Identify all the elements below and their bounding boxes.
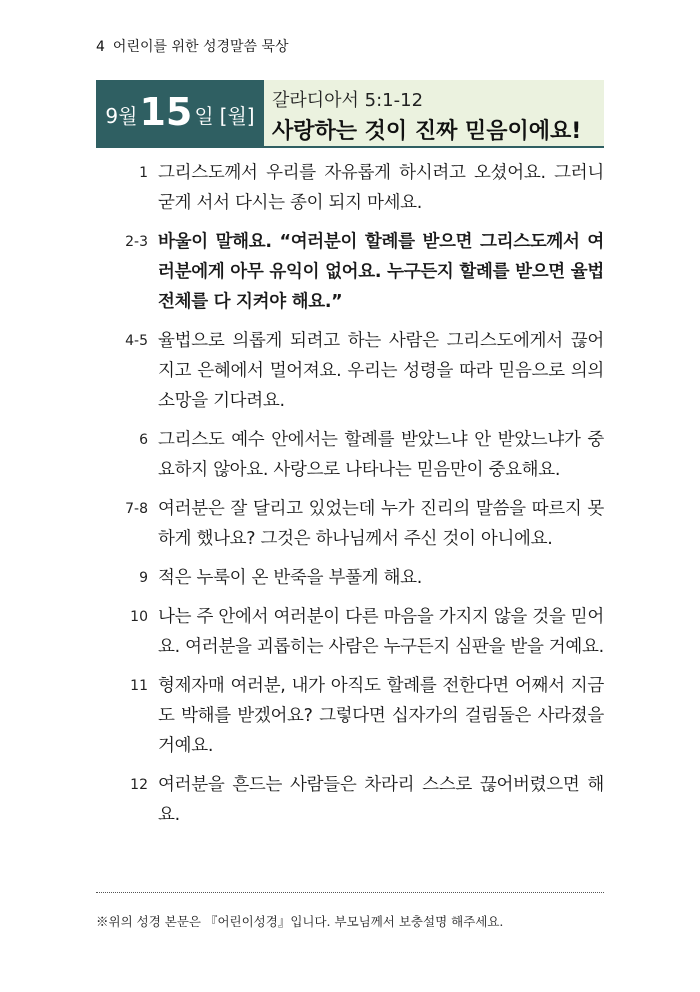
verse-item (96, 671, 604, 761)
verse-text: 그리스도께서 우리를 자유롭게 하시려고 오셨어요. 그러니 굳게 서서 다시는 종이 되지 마세요. (158, 163, 604, 213)
verse-item (96, 227, 604, 317)
verse-number: 1 (139, 165, 148, 181)
devotion-banner (96, 80, 604, 148)
verse-text: 나는 주 안에서 여러분이 다른 마음을 가지지 않을 것을 믿어요. 여러분을 괴롭히는 사람은 누구든지 심판을 받을 거예요. (158, 607, 604, 657)
verse-number: 11 (130, 678, 148, 694)
day-number: 15 (139, 90, 193, 134)
verse-number: 7-8 (125, 501, 148, 517)
verse-list (96, 158, 604, 839)
verse-text: 적은 누룩이 온 반죽을 부풀게 해요. (158, 568, 423, 588)
running-header (96, 36, 289, 56)
verse-text: 형제자매 여러분, 내가 아직도 할례를 전한다면 어째서 지금도 박해를 받겠어요? 그렇다면 십자가의 걸림돌은 사라졌을 거예요. (158, 676, 604, 756)
footnote: ※위의 성경 본문은 『어린이성경』입니다. 부모님께서 보충설명 해주세요. (96, 914, 504, 929)
verse-text: 율법으로 의롭게 되려고 하는 사람은 그리스도에게서 끊어지고 은혜에서 멀어져요. 우리는 성령을 따라 믿음으로 의의 소망을 기다려요. (158, 331, 604, 411)
dotted-divider (96, 892, 604, 893)
book-title: 어린이를 위한 성경말씀 묵상 (112, 39, 289, 55)
verse-text: 그리스도 예수 안에서는 할례를 받았느냐 안 받았느냐가 중요하지 않아요. 사랑으로 나타나는 믿음만이 중요해요. (158, 430, 604, 480)
page-number: 4 (96, 39, 105, 55)
title-box (264, 80, 604, 148)
verse-item (96, 326, 604, 416)
verse-item (96, 158, 604, 218)
verse-text: 여러분은 잘 달리고 있었는데 누가 진리의 말씀을 따르지 못하게 했나요? 그것은 하나님께서 주신 것이 아니에요. (158, 499, 604, 549)
page-title: 사랑하는 것이 진짜 믿음이에요! (272, 119, 582, 144)
verse-item (96, 494, 604, 554)
verse-text: 여러분을 흔드는 사람들은 차라리 스스로 끊어버렸으면 해요. (158, 775, 604, 825)
verse-number: 4-5 (125, 333, 148, 349)
month-label: 9월 (105, 103, 138, 128)
verse-number: 2-3 (125, 234, 148, 250)
verse-item (96, 602, 604, 662)
verse-number: 9 (139, 570, 148, 586)
verse-item (96, 563, 604, 593)
weekday-label: [월] (219, 103, 255, 128)
date-box (96, 80, 264, 148)
verse-item (96, 425, 604, 485)
verse-number: 10 (130, 609, 148, 625)
verse-item (96, 770, 604, 830)
scripture-reference: 갈라디아서 5:1-12 (272, 90, 424, 111)
verse-number: 12 (130, 777, 148, 793)
verse-text: 바울이 말해요. “여러분이 할례를 받으면 그리스도께서 여러분에게 아무 유익이 없어요. 누구든지 할례를 받으면 율법 전체를 다 지켜야 해요.” (158, 232, 604, 312)
verse-number: 6 (139, 432, 148, 448)
day-suffix: 일 (194, 103, 214, 128)
